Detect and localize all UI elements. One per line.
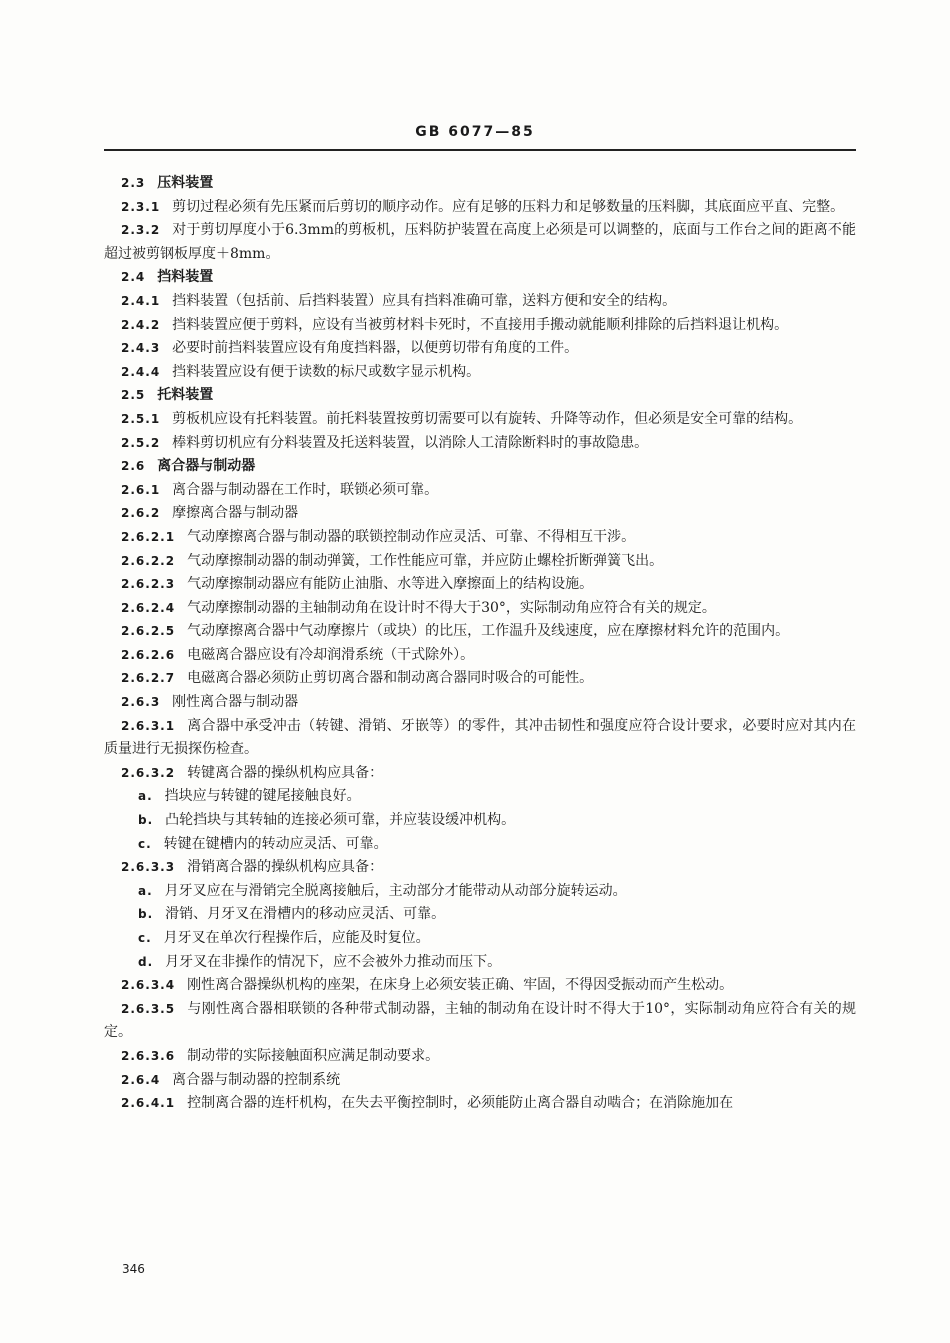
clause-paragraph [104, 361, 856, 385]
list-item [104, 903, 856, 927]
clause-number: 2.6.2.1 [121, 529, 176, 544]
clause-text: 离合器中承受冲击（转键、滑销、牙嵌等）的零件，其冲击韧性和强度应符合设计要求，必要时应对其内在质量进行无损探伤检查。 [104, 717, 856, 758]
clause-text: 托料装置 [157, 387, 214, 404]
list-item [104, 833, 856, 857]
standard-header: GB 6077—85 [415, 124, 535, 140]
clause-number: 2.4.2 [121, 317, 161, 332]
clause-number: 2.6.3.5 [121, 1001, 176, 1016]
clause-number: 2.6.4.1 [121, 1096, 176, 1111]
clause-paragraph [104, 1045, 856, 1069]
clause-paragraph [104, 974, 856, 998]
clause-paragraph [104, 667, 856, 691]
clause-number: 2.5.1 [121, 411, 161, 426]
clause-text: 压料装置 [157, 175, 214, 191]
clause-number: 2.6.2.4 [121, 600, 176, 615]
clause-number: d. [138, 954, 154, 969]
clause-number: 2.4.1 [121, 293, 161, 308]
clause-number: 2.4 [121, 270, 146, 285]
clause-number: 2.6.2.7 [121, 671, 176, 686]
clause-number: 2.6.1 [121, 482, 161, 497]
clause-text: 与刚性离合器相联锁的各种带式制动器，主轴的制动角在设计时不得大于10°，实际制动角应符合有关的规定。 [104, 1000, 856, 1041]
clause-text: 转键离合器的操纵机构应具备： [187, 764, 384, 781]
clause-paragraph [104, 573, 856, 597]
clause-text: 挡块应与转键的键尾接触良好。 [164, 788, 361, 805]
clause-number: 2.6.2.6 [121, 647, 176, 662]
clause-number: c. [138, 836, 152, 851]
clause-number: a. [138, 883, 153, 898]
clause-paragraph [104, 856, 856, 880]
clause-number: 2.4.4 [121, 364, 161, 379]
clause-paragraph [104, 432, 856, 456]
clause-number: 2.3.1 [121, 199, 161, 214]
section-heading [104, 455, 856, 479]
clause-paragraph [104, 1069, 856, 1093]
clause-text: 月牙叉应在与滑销完全脱离接触后，主动部分才能带动从动部分旋转运动。 [164, 882, 627, 899]
clause-number: 2.5.2 [121, 435, 161, 450]
clause-text: 滑销、月牙叉在滑槽内的移动应灵活、可靠。 [165, 906, 446, 923]
clause-paragraph [104, 620, 856, 644]
clause-number: 2.6.2.3 [121, 577, 176, 592]
clause-text: 滑销离合器的操纵机构应具备： [187, 859, 384, 876]
list-item [104, 927, 856, 951]
clause-number: 2.3 [121, 176, 146, 190]
clause-number: c. [138, 931, 152, 945]
clause-number: 2.6.2 [121, 506, 161, 521]
clause-text: 气动摩擦制动器的主轴制动角在设计时不得大于30°，实际制动角应符合有关的规定。 [187, 599, 716, 616]
clause-number: 2.6.3.6 [121, 1048, 176, 1063]
clause-text: 气动摩擦制动器的制动弹簧，工作性能应可靠，并应防止螺栓折断弹簧飞出。 [187, 552, 664, 569]
clause-paragraph [104, 550, 856, 574]
clause-paragraph [104, 1092, 856, 1116]
clause-number: 2.6.3.4 [121, 978, 176, 993]
clause-text: 制动带的实际接触面积应满足制动要求。 [187, 1047, 440, 1064]
clause-paragraph [104, 691, 856, 715]
page-number: 346 [122, 1262, 145, 1276]
list-item [104, 880, 856, 904]
clause-paragraph [104, 597, 856, 621]
clause-paragraph [104, 526, 856, 550]
clause-text: 电磁离合器应设有冷却润滑系统（干式除外）。 [187, 646, 475, 663]
clause-text: 刚性离合器与制动器 [172, 694, 299, 711]
clause-paragraph [104, 479, 856, 503]
clause-text: 剪板机应设有托料装置。前托料装置按剪切需要可以有旋转、升降等动作，但必须是安全可靠的结构。 [172, 410, 803, 427]
clause-text: 挡料装置应便于剪料，应设有当被剪材料卡死时，不直接用手搬动就能顺利排除的后挡料退让机构。 [172, 316, 789, 333]
clause-text: 凸轮挡块与其转轴的连接必须可靠，并应装设缓冲机构。 [165, 812, 516, 829]
clause-number: 2.5 [121, 388, 146, 403]
clause-number: 2.6.3.1 [121, 718, 176, 733]
clause-text: 挡料装置 [157, 269, 214, 286]
clause-text: 棒料剪切机应有分料装置及托送料装置，以消除人工清除断料时的事故隐患。 [172, 434, 649, 451]
document-body [104, 172, 856, 1116]
clause-number: 2.6.3.2 [121, 765, 176, 780]
clause-text: 气动摩擦离合器与制动器的联锁控制动作应灵活、可靠、不得相互干涉。 [187, 528, 636, 545]
clause-text: 离合器与制动器 [157, 458, 256, 475]
clause-number: 2.3.2 [121, 223, 161, 238]
section-heading [104, 172, 856, 196]
clause-text: 离合器与制动器在工作时，联锁必须可靠。 [172, 481, 439, 498]
clause-number: b. [138, 907, 154, 922]
clause-number: b. [138, 813, 154, 828]
clause-text: 挡料装置应设有便于读数的标尺或数字显示机构。 [172, 363, 481, 380]
clause-text: 月牙叉在单次行程操作后，应能及时复位。 [163, 930, 430, 946]
clause-number: 2.6.3.3 [121, 860, 176, 875]
header-rule [104, 149, 856, 151]
list-item [104, 809, 856, 833]
clause-paragraph [104, 219, 856, 266]
clause-text: 必要时前挡料装置应设有角度挡料器，以便剪切带有角度的工件。 [172, 340, 579, 357]
clause-text: 气动摩擦离合器中气动摩擦片（或块）的比压，工作温升及线速度，应在摩擦材料允许的范围内。 [187, 623, 790, 640]
clause-text: 对于剪切厚度小于6.3mm的剪板机，压料防护装置在高度上必须是可以调整的，底面与工作台之间的距离不能超过被剪钢板厚度＋8mm。 [104, 222, 856, 262]
clause-number: 2.6 [121, 459, 146, 474]
clause-text: 刚性离合器操纵机构的座架，在床身上必须安装正确、牢固，不得因受振动而产生松动。 [187, 977, 734, 994]
clause-number: 2.6.2.2 [121, 553, 176, 568]
clause-text: 月牙叉在非操作的情况下，应不会被外力推动而压下。 [165, 953, 502, 970]
clause-text: 剪切过程必须有先压紧而后剪切的顺序动作。应有足够的压料力和足够数量的压料脚，其底面应平直、完整。 [172, 198, 845, 215]
clause-text: 电磁离合器必须防止剪切离合器和制动离合器同时吸合的可能性。 [187, 670, 594, 687]
clause-number: 2.4.3 [121, 341, 161, 356]
section-heading [104, 266, 856, 290]
clause-number: a. [138, 789, 153, 804]
clause-number: 2.6.3 [121, 695, 161, 710]
clause-number: 2.6.2.5 [121, 624, 176, 639]
clause-text: 气动摩擦制动器应有能防止油脂、水等进入摩擦面上的结构设施。 [187, 576, 594, 593]
clause-text: 控制离合器的连杆机构，在失去平衡控制时，必须能防止离合器自动啮合；在消除施加在 [187, 1095, 734, 1112]
clause-paragraph [104, 408, 856, 432]
clause-paragraph [104, 998, 856, 1045]
clause-paragraph [104, 762, 856, 786]
clause-paragraph [104, 290, 856, 314]
clause-paragraph [104, 502, 856, 526]
clause-paragraph [104, 644, 856, 668]
clause-paragraph [104, 196, 856, 220]
clause-text: 摩擦离合器与制动器 [172, 505, 299, 522]
list-item [104, 785, 856, 809]
clause-paragraph [104, 337, 856, 361]
clause-text: 挡料装置（包括前、后挡料装置）应具有挡料准确可靠，送料方便和安全的结构。 [172, 292, 677, 309]
clause-text: 离合器与制动器的控制系统 [172, 1071, 341, 1088]
clause-number: 2.6.4 [121, 1072, 161, 1087]
clause-paragraph [104, 314, 856, 338]
section-heading [104, 384, 856, 408]
clause-text: 转键在键槽内的转动应灵活、可靠。 [163, 835, 388, 852]
list-item [104, 951, 856, 975]
clause-paragraph [104, 715, 856, 762]
